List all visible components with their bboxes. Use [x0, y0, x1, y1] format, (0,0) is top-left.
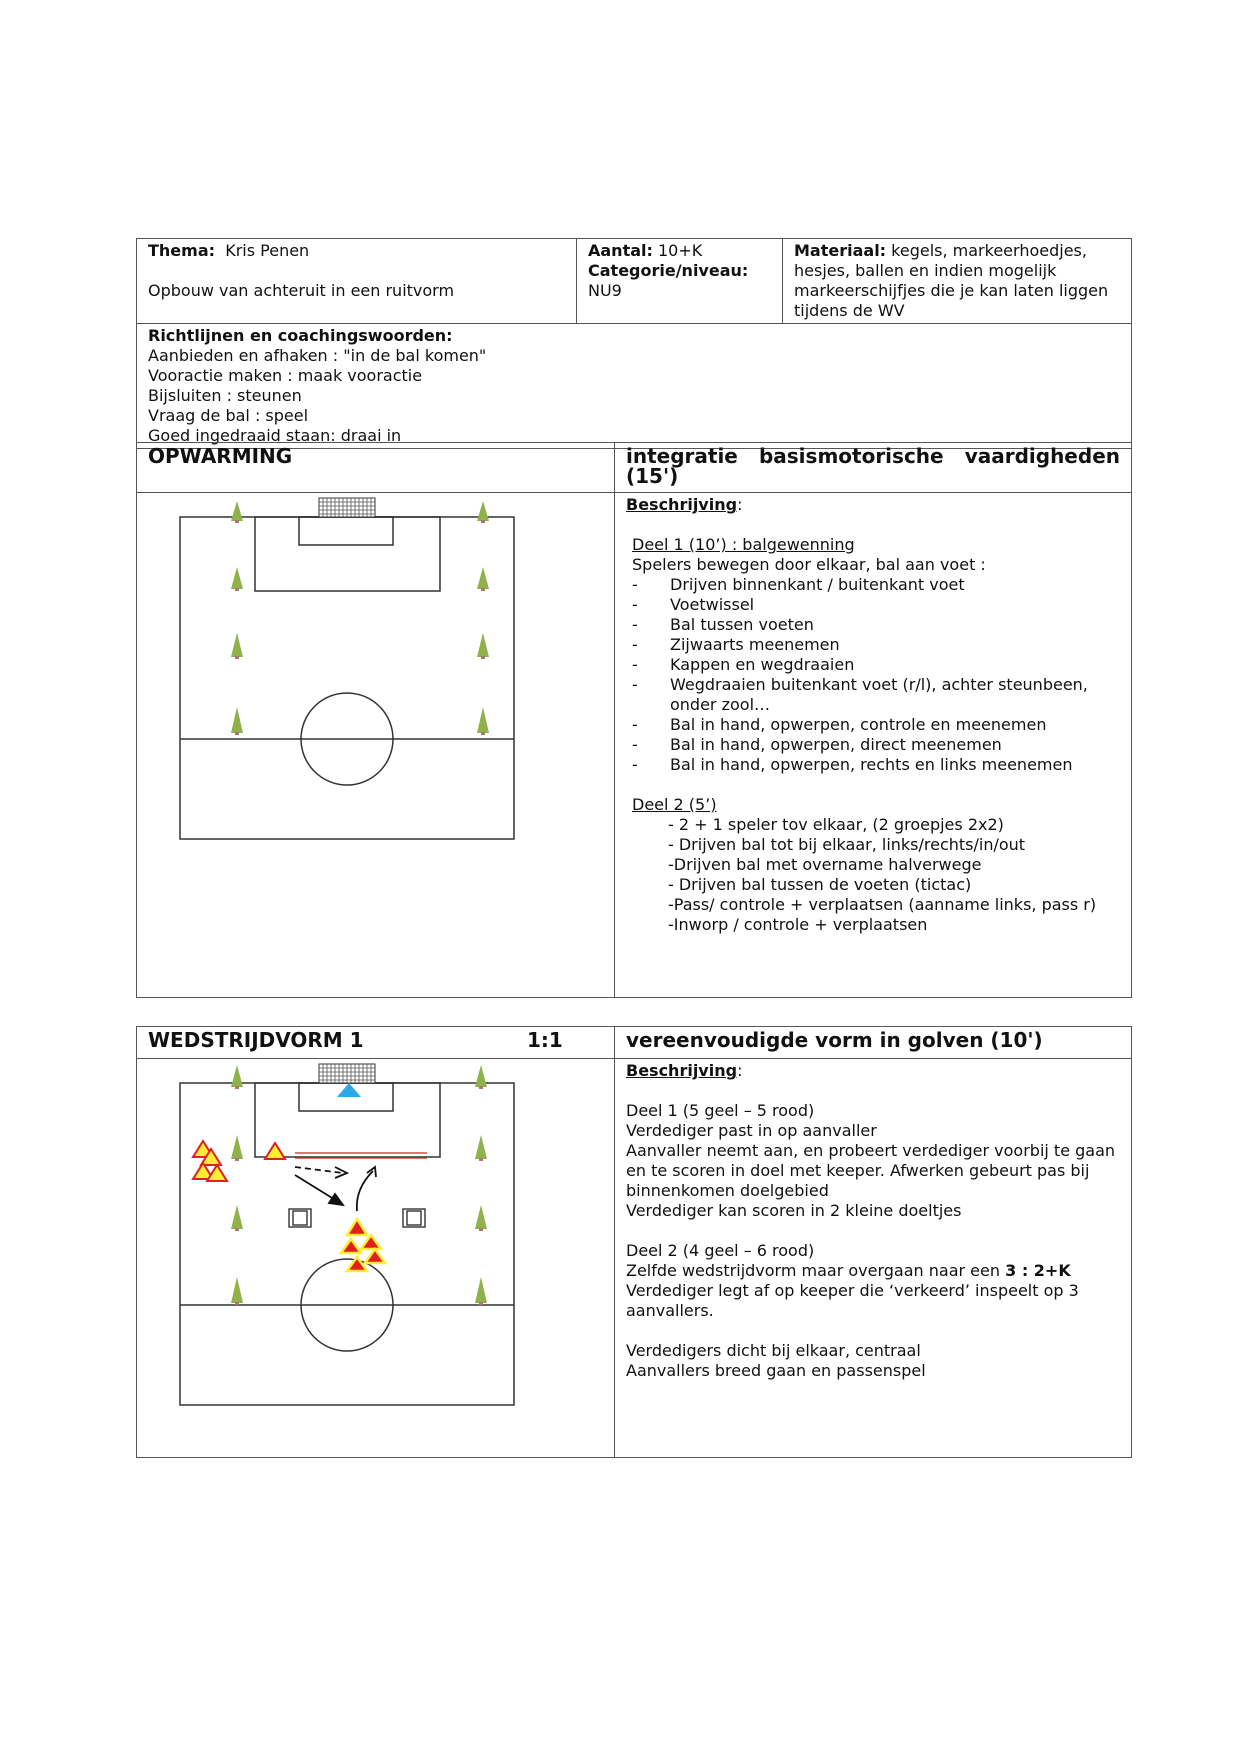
wedstrijdvorm-subtitle: vereenvoudigde vorm in golven (10'): [615, 1027, 1132, 1059]
deel2-formation: 3 : 2+K: [1005, 1261, 1071, 1280]
tip-line: Verdedigers dicht bij elkaar, centraal: [626, 1341, 921, 1360]
categorie-label: Categorie/niveau:: [588, 261, 749, 280]
materiaal-value: kegels, markeerhoedjes, hesjes, ballen en indien mogelijk markeerschijfjes die je kan laten liggen tijdens de WV: [794, 241, 1109, 320]
arrow-icon: [295, 1167, 347, 1178]
beschrijving-label: Beschrijving: [626, 1061, 738, 1080]
opwarming-field-diagram: [137, 493, 615, 997]
opwarming-diagram-cell: [137, 493, 615, 998]
arrow-icon: [295, 1175, 343, 1205]
aantal-cell: [577, 239, 783, 324]
cone-icon: [475, 1065, 487, 1089]
opwarming-table: [136, 442, 1132, 998]
penalty-area: [255, 517, 440, 591]
materiaal-cell: [783, 239, 1132, 324]
cone-icon: [231, 633, 243, 659]
wedstrijdvorm-ratio: 1:1: [527, 1028, 563, 1052]
deel2-line-text: Zelfde wedstrijdvorm maar overgaan naar een: [626, 1261, 1001, 1280]
list-item: - Bal in hand, opwerpen, rechts en links meenemen: [632, 755, 1120, 775]
player-triangle-icon: [361, 1235, 381, 1249]
field-boundary: [180, 517, 514, 839]
opwarming-subtitle: [615, 443, 1132, 493]
richtlijnen-line: Bijsluiten : steunen: [148, 386, 302, 405]
list-item: - Zijwaarts meenemen: [632, 635, 1120, 655]
cone-icon: [231, 1135, 243, 1161]
deel1-line: Verdediger past in op aanvaller: [626, 1121, 877, 1140]
aantal-label: Aantal:: [588, 241, 653, 260]
cone-icon: [231, 567, 243, 591]
thema-value: Kris Penen: [225, 241, 310, 260]
player-triangle-icon: [365, 1249, 385, 1263]
deel2-title: Deel 2 (4 geel – 6 rood): [626, 1241, 815, 1260]
opwarming-title: OPWARMING: [137, 443, 615, 493]
richtlijnen-cell: [137, 324, 1132, 449]
deel1-intro: Spelers bewegen door elkaar, bal aan voet :: [632, 555, 986, 574]
deel1-title: Deel 1 (10’) : balgewenning: [632, 535, 855, 554]
list-item: - Bal in hand, opwerpen, direct meenemen: [632, 735, 1120, 755]
richtlijnen-line: Vooractie maken : maak vooractie: [148, 366, 423, 385]
cone-icon: [475, 1205, 487, 1231]
deel1-title: Deel 1 (5 geel – 5 rood): [626, 1101, 815, 1120]
cone-icon: [475, 1135, 487, 1161]
opwarming-subtitle-text: integratie basismotorische vaardigheden (15'): [626, 444, 1120, 488]
cone-icon: [477, 707, 489, 735]
wedstrijdvorm-description-cell: Beschrijving: Deel 1 (5 geel – 5 rood) Verdediger past in op aanvaller Aanvaller neemt aan, en probeert verdediger voorbij te gaan en te scoren in doel met keeper. Afwerken gebeurt pas bij binnenkomen doelgebied Verdediger kan scoren in 2 kleine doeltjes Deel 2 (4 geel – 6 rood) Zelfde wedstrijdvorm maar overgaan naar een 3 : 2+K Verdediger legt af op keeper die ‘verkeerd’ inspeelt op 3 aanvallers. Verdedigers dicht bij elkaar, centraal Aanvallers breed gaan en passenspel: [615, 1059, 1132, 1458]
cone-icon: [477, 567, 489, 591]
player-triangle-icon: [265, 1143, 285, 1159]
deel2-list: [632, 815, 1120, 935]
opwarming-description-cell: Beschrijving: Deel 1 (10’) : balgewenning Spelers bewegen door elkaar, bal aan voet : - Drijven binnenkant / buitenkant voet - Voetwissel - Bal tussen voeten - Zijwaarts meenemen - Kappen en wegdraaien - Wegdraaien buitenkant voet (r/l), achter steunbeen, onder zool… - Bal in hand, opwerpen, controle en meenemen - Bal in hand, opwerpen, direct meenemen - Bal in hand, opwerpen, rechts en links meenemen Deel 2 (5’) - 2 + 1 speler tov elkaar, (2 groepjes 2x2) - Drijven bal tot bij elkaar, links/rechts/in/out -Drijven bal met overname halverwege - Drijven bal tussen de voeten (tictac) -Pass/ controle + verplaatsen (aanname links, pass r) -Inworp / controle + verplaatsen: [615, 493, 1132, 998]
cone-icon: [475, 1277, 487, 1305]
wedstrijdvorm-title: WEDSTRIJDVORM 1: [148, 1028, 364, 1052]
deel2-line: [626, 1261, 1120, 1281]
list-item: - Drijven bal tussen de voeten (tictac): [668, 875, 972, 894]
list-item: - 2 + 1 speler tov elkaar, (2 groepjes 2x2): [668, 815, 1004, 834]
aantal-value: 10+K: [658, 241, 703, 260]
cone-icon: [231, 1277, 243, 1305]
richtlijnen-title: Richtlijnen en coachingswoorden:: [148, 326, 453, 345]
mini-goal-icon: [403, 1209, 425, 1227]
richtlijnen-line: Goed ingedraaid staan: draai in: [148, 426, 402, 445]
categorie-value: NU9: [588, 281, 622, 300]
cone-icon: [477, 633, 489, 659]
cone-icon: [231, 501, 243, 523]
list-item: - Voetwissel: [632, 595, 1120, 615]
wedstrijdvorm-field-diagram: [137, 1059, 615, 1457]
wedstrijdvorm-title-cell: [137, 1027, 615, 1059]
list-item: - Wegdraaien buitenkant voet (r/l), achter steunbeen, onder zool…: [632, 675, 1120, 715]
richtlijnen-line: Aanbieden en afhaken : "in de bal komen": [148, 346, 487, 365]
deel2-line: Verdediger legt af op keeper die ‘verkeerd’ inspeelt op 3 aanvallers.: [626, 1281, 1079, 1320]
materiaal-label: Materiaal:: [794, 241, 887, 260]
cone-icon: [231, 707, 243, 735]
cone-icon: [231, 1205, 243, 1231]
player-triangle-icon: [341, 1239, 361, 1253]
goal-area: [299, 517, 393, 545]
richtlijnen-line: Vraag de bal : speel: [148, 406, 309, 425]
beschrijving-label: Beschrijving: [626, 495, 738, 514]
thema-label: Thema:: [148, 241, 216, 260]
list-item: -Drijven bal met overname halverwege: [668, 855, 982, 874]
cone-icon: [477, 501, 489, 523]
deel2-title: Deel 2 (5’): [632, 795, 717, 814]
player-triangle-icon: [347, 1219, 367, 1235]
thema-cell: [137, 239, 577, 324]
arrow-icon: [357, 1167, 376, 1211]
deel1-line: Verdediger kan scoren in 2 kleine doeltjes: [626, 1201, 962, 1220]
session-subtitle: Opbouw van achteruit in een ruitvorm: [148, 281, 455, 300]
mini-goal-icon: [289, 1209, 311, 1227]
list-item: - Drijven bal tot bij elkaar, links/rechts/in/out: [668, 835, 1026, 854]
goal-net-icon: [319, 498, 375, 517]
header-table: [136, 238, 1132, 449]
keeper-triangle-icon: [337, 1083, 361, 1097]
deel1-list: [632, 575, 1120, 775]
cone-icon: [231, 1065, 243, 1089]
list-item: - Bal in hand, opwerpen, controle en meenemen: [632, 715, 1120, 735]
list-item: -Inworp / controle + verplaatsen: [668, 915, 928, 934]
wedstrijdvorm-diagram-cell: [137, 1059, 615, 1458]
deel1-line: Aanvaller neemt aan, en probeert verdediger voorbij te gaan en te scoren in doel met keeper. Afwerken gebeurt pas bij binnenkomen doelgebied: [626, 1141, 1116, 1200]
tip-line: Aanvallers breed gaan en passenspel: [626, 1361, 926, 1380]
goal-net-icon: [319, 1064, 375, 1083]
wedstrijdvorm-table: [136, 1026, 1132, 1458]
list-item: - Kappen en wegdraaien: [632, 655, 1120, 675]
list-item: - Bal tussen voeten: [632, 615, 1120, 635]
list-item: - Drijven binnenkant / buitenkant voet: [632, 575, 1120, 595]
list-item: -Pass/ controle + verplaatsen (aanname links, pass r): [668, 895, 1097, 914]
